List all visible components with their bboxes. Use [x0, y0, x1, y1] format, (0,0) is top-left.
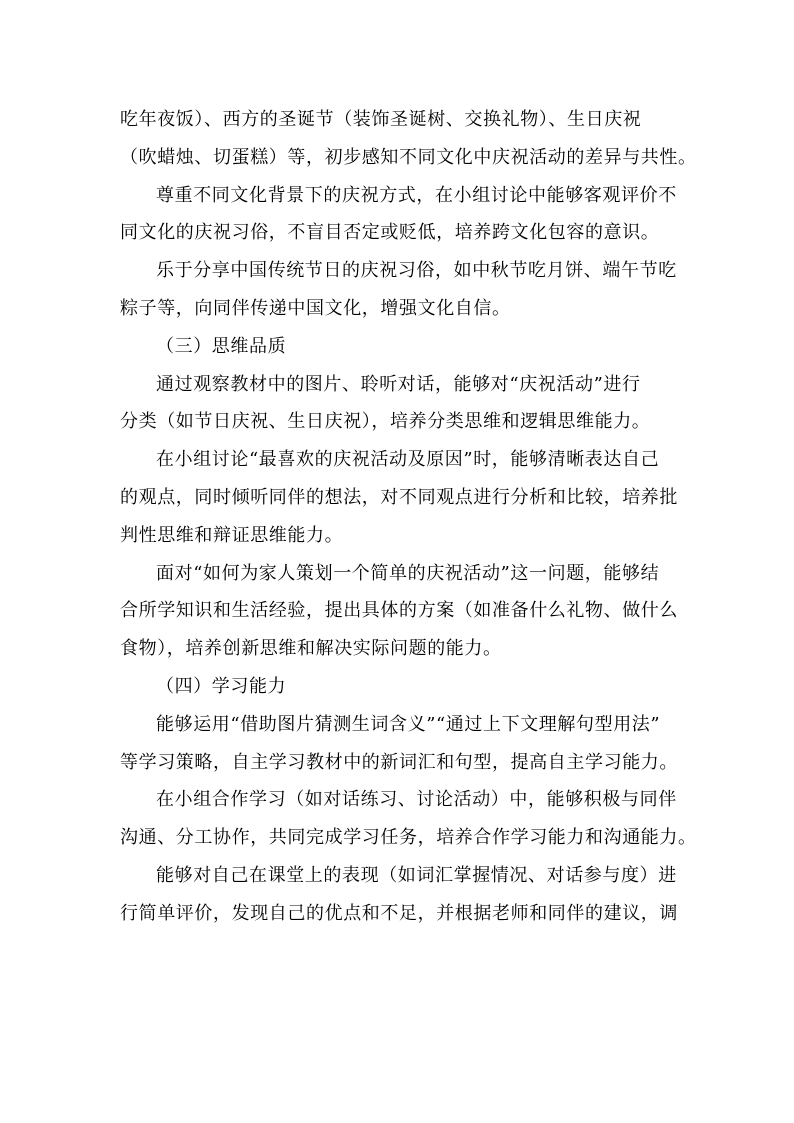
- body-line: 沟通、分工协作，共同完成学习任务，培养合作学习能力和沟通能力。: [120, 827, 697, 849]
- paragraph-first-line: 能够运用“借助图片猜测生词含义”“通过上下文理解句型用法”: [156, 713, 661, 735]
- body-line: 分类（如节日庆祝、生日庆祝），培养分类思维和逻辑思维能力。: [120, 411, 651, 433]
- paragraph-first-line: 尊重不同文化背景下的庆祝方式，在小组讨论中能够客观评价不: [156, 184, 677, 206]
- body-line: 同文化的庆祝习俗，不盲目否定或贬低，培养跨文化包容的意识。: [120, 222, 660, 244]
- paragraph-first-line: 在小组讨论“最喜欢的庆祝活动及原因”时，能够清晰表达自己: [156, 449, 660, 471]
- body-line: 行简单评价，发现自己的优点和不足，并根据老师和同伴的建议，调: [120, 902, 678, 924]
- document-body: [120, 101, 697, 933]
- section-heading: （四）学习能力: [156, 675, 287, 697]
- body-line: 粽子等，向同伴传递中国文化，增强文化自信。: [120, 297, 511, 319]
- paragraph-first-line: 乐于分享中国传统节日的庆祝习俗，如中秋节吃月饼、端午节吃: [156, 260, 677, 282]
- body-line: 等学习策略，自主学习教材中的新词汇和句型，提高自主学习能力。: [120, 751, 678, 773]
- body-line: 吃年夜饭）、西方的圣诞节（装饰圣诞树、交换礼物）、生日庆祝: [120, 109, 642, 130]
- paragraph-first-line: 通过观察教材中的图片、聆听对话，能够对“庆祝活动”进行: [156, 373, 641, 395]
- body-line: 的观点，同时倾听同伴的想法，对不同观点进行分析和比较，培养批: [120, 486, 678, 508]
- section-heading: （三）思维品质: [156, 335, 287, 357]
- body-line: 判性思维和辩证思维能力。: [120, 524, 344, 546]
- paragraph-first-line: 面对“如何为家人策划一个简单的庆祝活动”这一问题，能够结: [156, 562, 660, 584]
- body-line: （吹蜡烛、切蛋糕）等，初步感知不同文化中庆祝活动的差异与共性。: [120, 146, 697, 168]
- paragraph-first-line: 能够对自己在课堂上的表现（如词汇掌握情况、对话参与度）进: [156, 864, 677, 886]
- paragraph-first-line: 在小组合作学习（如对话练习、讨论活动）中，能够积极与同伴: [156, 789, 677, 811]
- body-line: 合所学知识和生活经验，提出具体的方案（如准备什么礼物、做什么: [120, 600, 678, 622]
- body-line: 食物），培养创新思维和解决实际问题的能力。: [120, 638, 502, 660]
